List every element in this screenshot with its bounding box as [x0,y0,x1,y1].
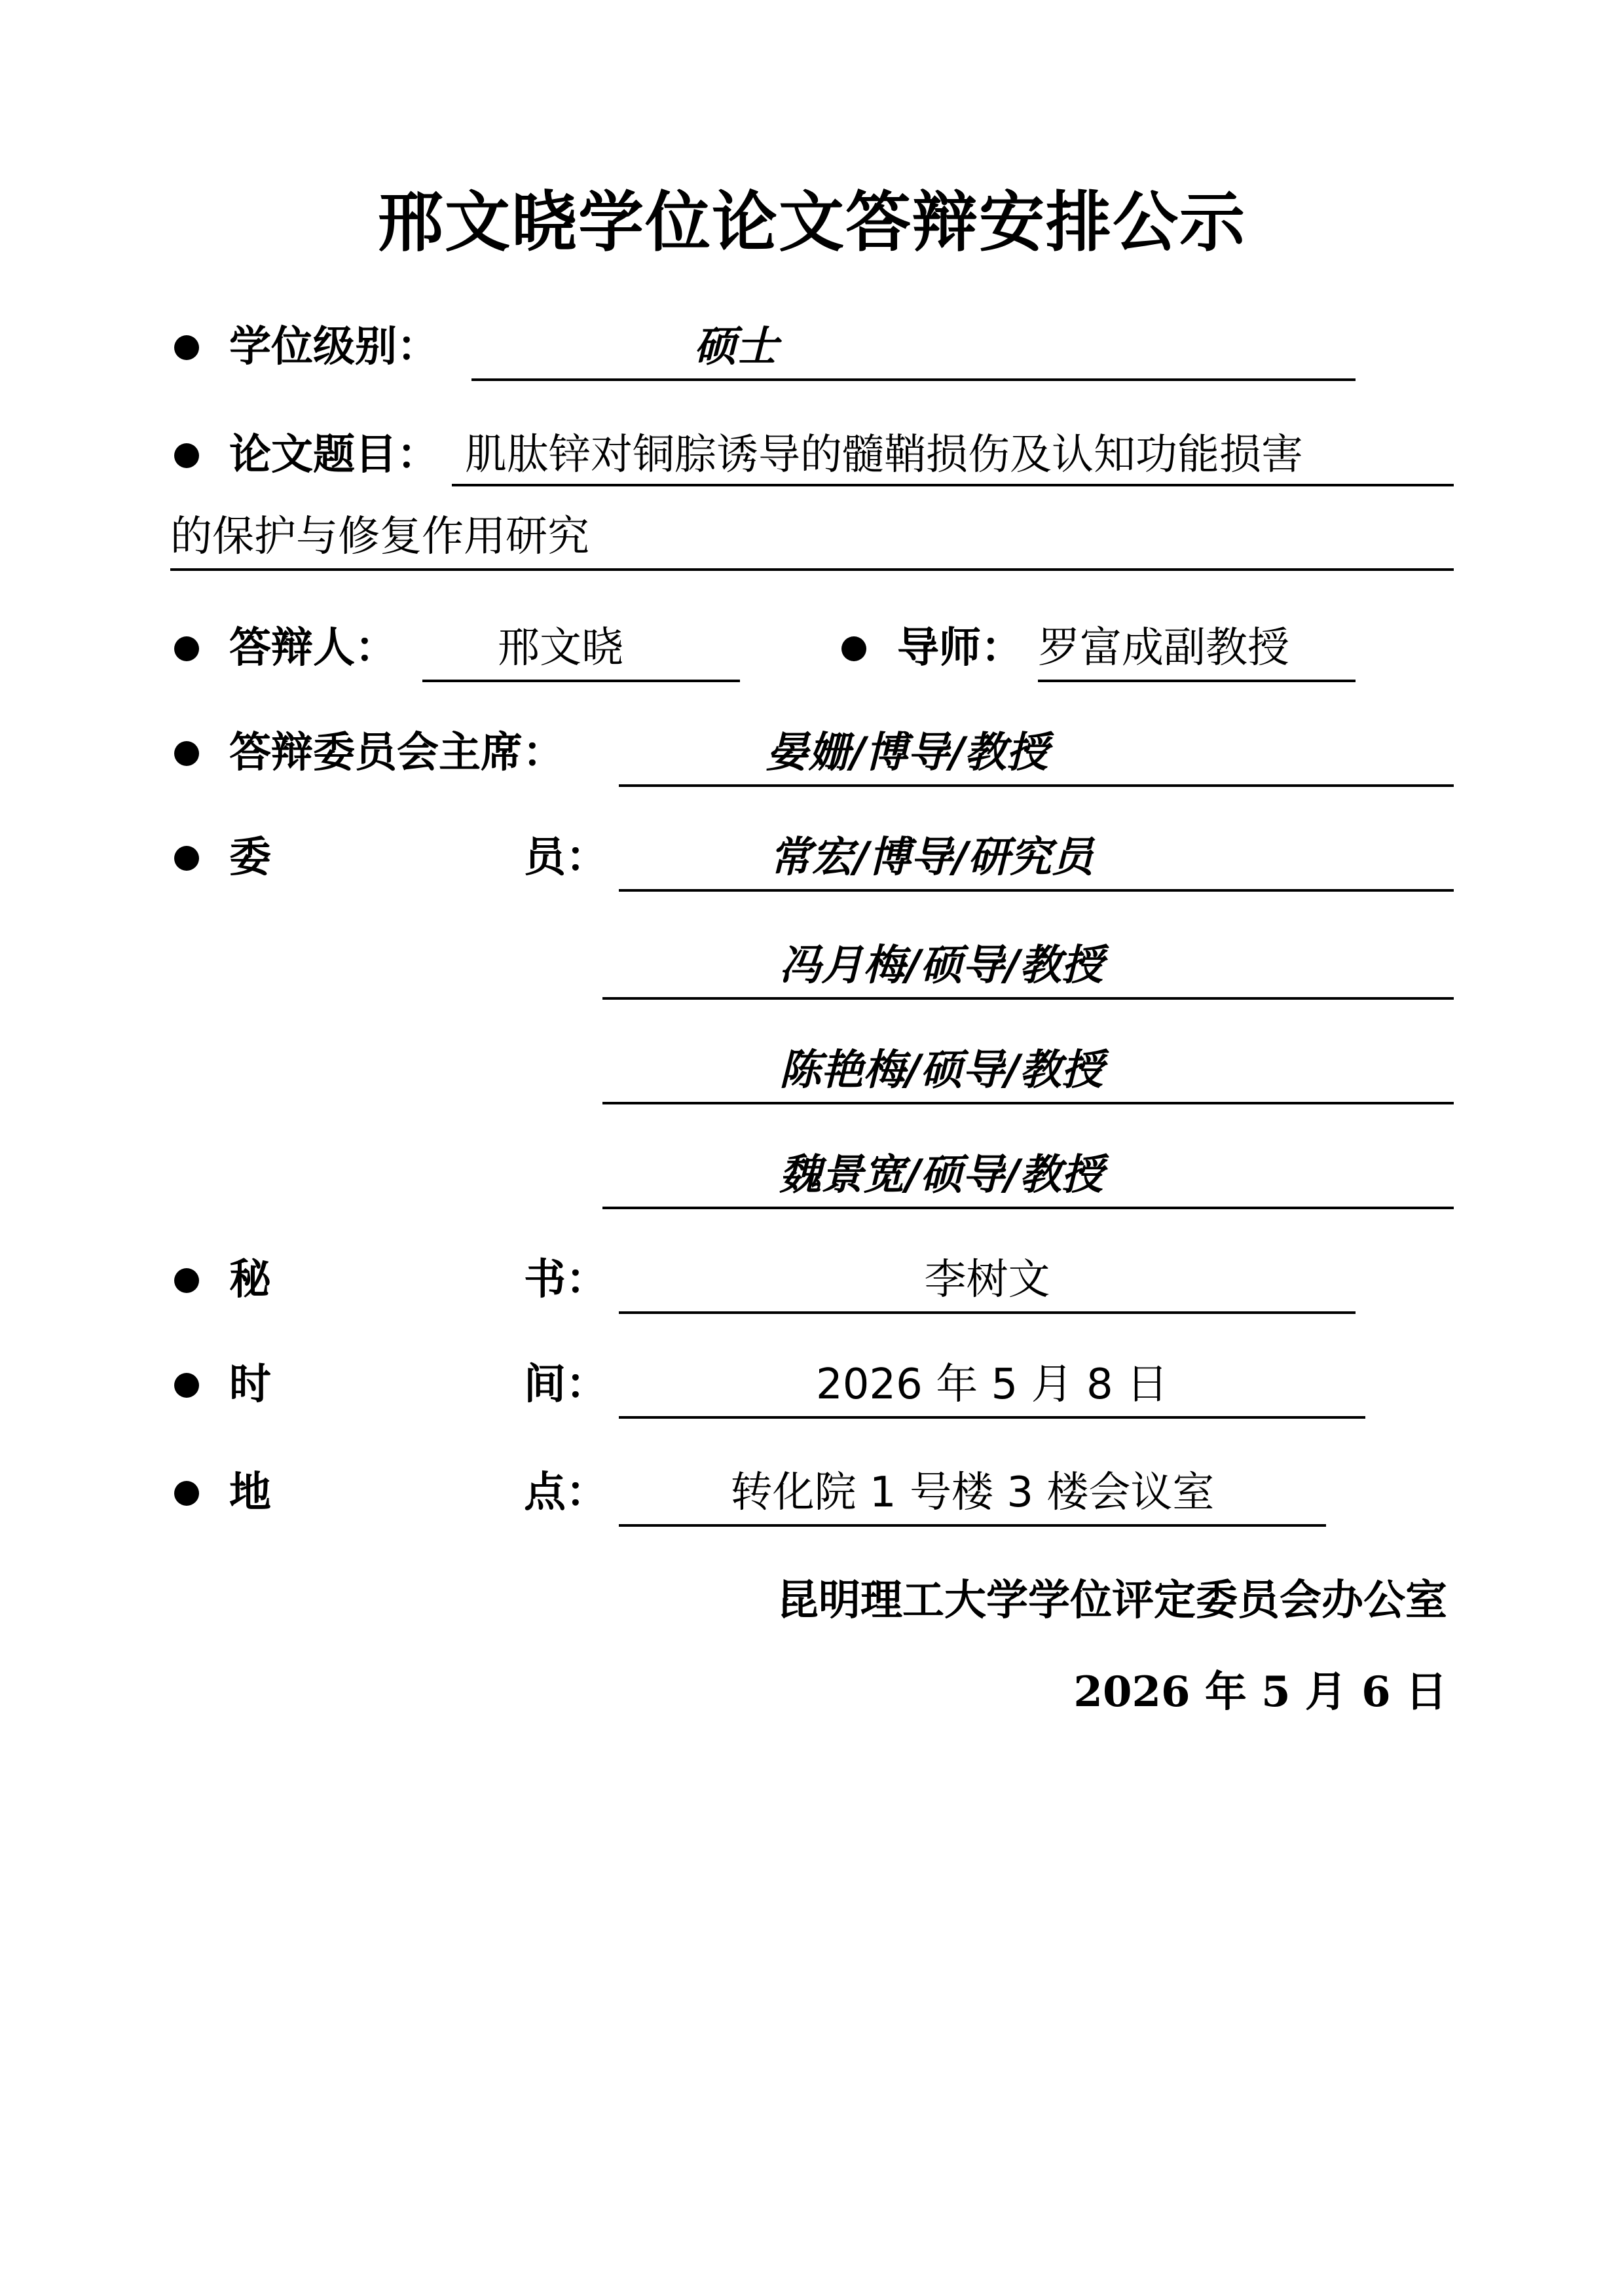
defender-row [0,615,1624,694]
bullet-icon [174,335,199,360]
secretary-label-start: 秘 [229,1255,271,1304]
time-value: 2026 年 5 月 8 日 [815,1360,1169,1409]
time-field [619,1352,1365,1419]
secretary-field [619,1247,1356,1314]
member-field [602,933,1454,1000]
advisor-field [1038,615,1356,682]
bullet-icon [174,1373,199,1398]
degree-row [0,314,1624,393]
place-field [619,1460,1326,1527]
advisor-label: 导师： [897,623,1023,672]
secretary-label-end: 书： [524,1255,608,1304]
bullet-icon [174,1268,199,1293]
chair-label: 答辩委员会主席： [229,728,564,777]
page-title: 邢文晓学位论文答辩安排公示 [378,184,1246,261]
bullet-icon [174,443,199,468]
place-row [0,1460,1624,1539]
bullet-icon [174,636,199,661]
members-label-start: 委 [229,833,271,882]
bullet-icon [841,636,866,661]
members-label-end: 员： [524,833,608,882]
defender-value: 邢文晓 [498,624,623,672]
place-label-start: 地 [229,1468,271,1517]
topic-line-2: 的保护与修复作用研究 [170,504,1454,571]
secretary-row [0,1247,1624,1326]
time-label-start: 时 [229,1360,271,1409]
bullet-icon [174,846,199,871]
member-field [602,1142,1454,1209]
member-field [619,825,1454,892]
topic-row [0,422,1624,501]
topic-line-1: 肌肽锌对铜腙诱导的髓鞘损伤及认知功能损害 [452,422,1454,486]
advisor-value: 罗富成副教授 [1038,624,1289,672]
chair-value: 晏姗/博导/教授 [766,728,1048,777]
place-label-end: 点： [524,1468,608,1517]
degree-value: 硕士 [694,322,778,371]
issue-date: 2026 年 5 月 6 日 [1073,1667,1447,1717]
defender-label: 答辩人： [229,623,397,672]
chair-field [619,720,1454,787]
member-value: 魏景宽/硕导/教授 [779,1150,1103,1199]
topic-label: 论文题目： [229,430,439,479]
member-value: 冯月梅/硕导/教授 [779,941,1103,990]
secretary-value: 李树文 [924,1256,1050,1304]
time-label-end: 间： [524,1360,608,1409]
time-row [0,1352,1624,1430]
member-value: 常宏/博导/研究员 [769,833,1094,882]
issuer: 昆明理工大学学位评定委员会办公室 [777,1576,1447,1625]
degree-field [471,314,1356,381]
degree-label: 学位级别： [229,322,439,371]
defender-field [422,615,740,682]
bullet-icon [174,741,199,766]
members-row [0,825,1624,903]
bullet-icon [174,1481,199,1506]
member-value: 陈艳梅/硕导/教授 [779,1046,1103,1095]
place-value: 转化院 1 号楼 3 楼会议室 [730,1468,1215,1517]
chair-row [0,720,1624,799]
member-field [602,1038,1454,1104]
